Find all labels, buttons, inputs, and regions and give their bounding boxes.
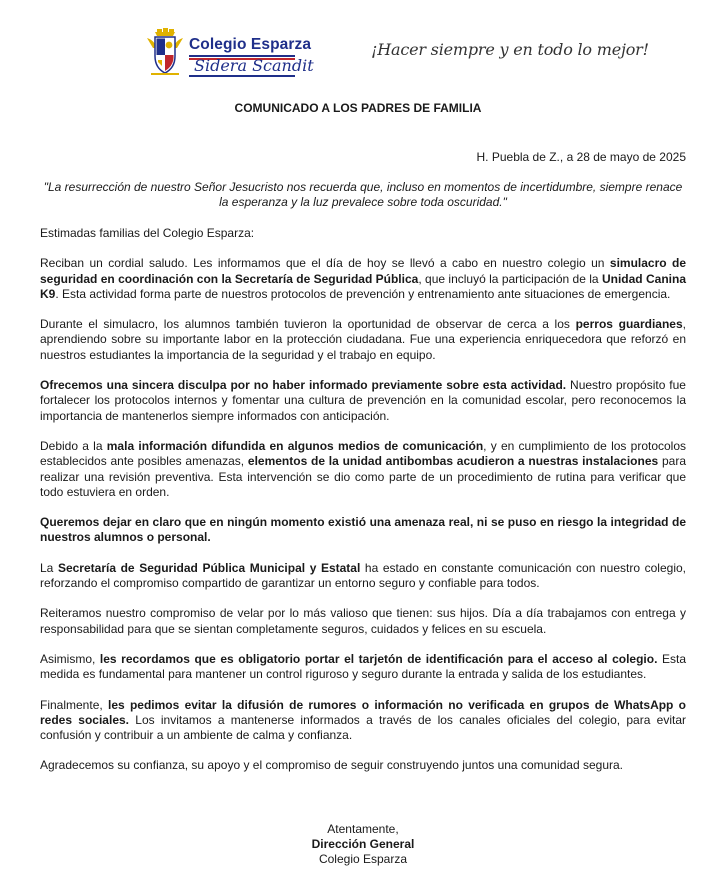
paragraph-antibombas: Debido a la mala información difundida en algunos medios de comunicación, y en cumplimiento de los protocolos establecidos ante posibles amenazas, elementos de la unidad antibombas acudieron a nuestras instalaciones para realizar una revisión preventiva. Esta intervención se dio como parte de un procedimiento de rutina para verificar que todo estuviera en orden. (40, 438, 687, 499)
greeting: Estimadas familias del Colegio Esparza: (40, 226, 255, 240)
paragraph-sin-amenaza: Queremos dejar en claro que en ningún momento existió una amenaza real, ni se puso en riesgo la integridad de nuestros alumnos o personal. (40, 515, 686, 545)
brand-stripe-blue-bottom (189, 75, 295, 77)
letterhead (0, 0, 716, 95)
school-name: Colegio Esparza (189, 36, 312, 53)
letter-date: H. Puebla de Z., a 28 de mayo de 2025 (476, 150, 686, 164)
letter-quote: "La resurrección de nuestro Señor Jesucristo nos recuerda que, incluso en momentos de incertidumbre, siempre renace la esperanza y la luz prevalece sobre toda oscuridad." (43, 180, 683, 209)
signer: Dirección General (311, 837, 415, 851)
paragraph-tarjeton: Asimismo, les recordamos que es obligatorio portar el tarjetón de identificación para el acceso al colegio. Esta medida es fundamental para mantener un control riguroso y seguro durante la entrada y salida de los estudiantes. (40, 651, 686, 682)
letter-body (40, 226, 686, 789)
salutation: Atentamente, (327, 822, 399, 836)
paragraph-rumores: Finalmente, les pedimos evitar la difusión de rumores o información no verificada en grupos de WhatsApp o redes sociales. Los invitamos a mantenerse informados a través de los canales oficiales del colegio, para evitar confusión y contribuir a un ambiente de calma y confianza. (40, 697, 687, 743)
paragraph-disculpa: Ofrecemos una sincera disculpa por no haber informado previamente sobre esta actividad. Nuestro propósito fue fortalecer los protocolos internos y fomentar una cultura de prevención en la comunidad escolar, pero reconocemos la importancia de mantenerlos siempre informados con anticipación. (40, 378, 686, 423)
school-crest-icon (146, 28, 184, 78)
paragraph-perros: Durante el simulacro, los alumnos también tuvieron la oportunidad de observar de cerca a los perros guardianes, aprendiendo sobre su importante labor en la protección ciudadana. Fue una experiencia enriquecedora que reforzó en nuestros estudiantes la importancia de la seguridad y el trabajo en equipo. (40, 317, 686, 362)
paragraph-agradecimiento: Agradecemos su confianza, su apoyo y el compromiso de seguir construyendo juntos una comunidad segura. (40, 758, 624, 773)
institution: Colegio Esparza (318, 852, 408, 866)
paragraph-simulacro: Reciban un cordial saludo. Les informamos que el día de hoy se llevó a cabo en nuestro colegio un simulacro de seguridad en coordinación con la Secretaría de Seguridad Pública, que incluyó la participación de la Unidad Canina K9. Esta actividad forma parte de nuestros protocolos de prevención y entrenamiento ante situaciones de emergencia. (40, 256, 687, 301)
letter-closing (0, 822, 716, 867)
school-motto: Sidera Scandit (194, 56, 314, 75)
paragraph-compromiso: Reiteramos nuestro compromiso de velar por lo más valioso que tienen: sus hijos. Día a día trabajamos con entrega y responsabilidad para que se sientan completamente seguros, cuidados y felices en su escuela. (40, 606, 686, 636)
school-slogan: ¡Hacer siempre y en todo lo mejor! (371, 40, 649, 59)
paragraph-secretaria: La Secretaría de Seguridad Pública Municipal y Estatal ha estado en constante comunicación con nuestro colegio, reforzando el compromiso compartido de garantizar un entorno seguro y confiable para todos. (40, 560, 686, 591)
letter-title: COMUNICADO A LOS PADRES DE FAMILIA (234, 101, 482, 115)
